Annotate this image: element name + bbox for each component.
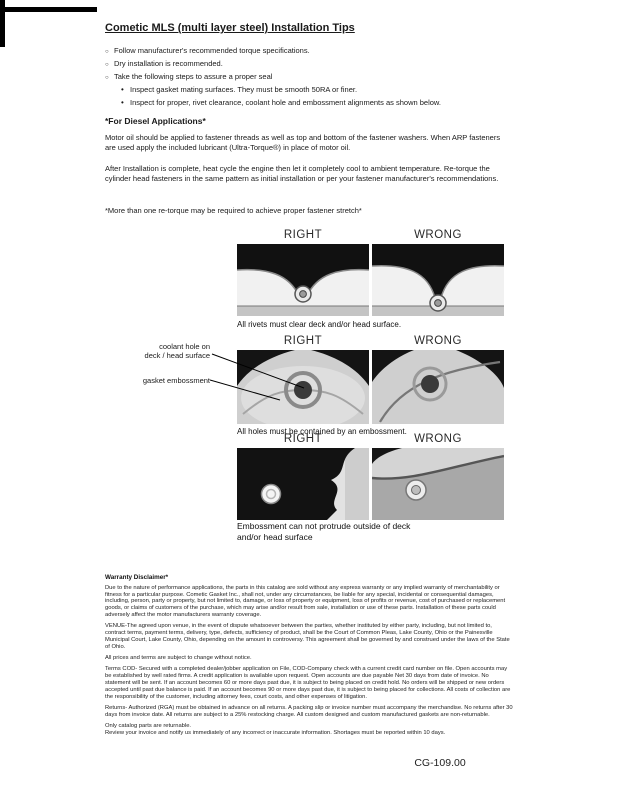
tip-text: Inspect for proper, rivet clearance, coolant hole and embossment alignments as shown below. bbox=[130, 97, 442, 107]
diesel-paragraph-1: Motor oil should be applied to fastener threads as well as top and bottom of the fastener washers. When ARP fasteners are used apply the included lubricant (Ultra-Torque®) in place of motor oil. bbox=[105, 133, 501, 152]
coolant-hole-label-line2: deck / head surface bbox=[144, 351, 210, 361]
list-item bbox=[105, 85, 535, 95]
dot-bullet-icon bbox=[121, 98, 130, 108]
gasket-embossment-label: gasket embossment bbox=[142, 376, 210, 385]
prices-paragraph: All prices and terms are subject to change without notice. bbox=[105, 655, 252, 662]
list-item bbox=[105, 98, 535, 108]
tip-text: Dry installation is recommended. bbox=[114, 59, 223, 68]
venue-paragraph: VENUE-The agreed upon venue, in the event of dispute whatsoever between the parties, whether instituted by either party, including, but not limited to, contract terms, payment terms, delivery, type, defects, sufficiency of product, shall be the Court of Common Pleas, Lake County, Ohio or the Painesville Municipal Court, Lake County, Ohio, depending on the amount in controversy. This agreement shall be governed by and construed under the laws of the State of Ohio. bbox=[105, 623, 510, 651]
circle-bullet-icon bbox=[105, 59, 114, 70]
list-item bbox=[105, 59, 535, 70]
tip-text: Take the following steps to assure a proper seal bbox=[114, 72, 273, 81]
circle-bullet-icon bbox=[105, 72, 114, 83]
embossment-wrong-diagram bbox=[372, 350, 504, 424]
embossment-right-diagram bbox=[237, 350, 369, 424]
list-item bbox=[105, 72, 535, 83]
rivet-wrong-diagram bbox=[372, 244, 504, 316]
rivet-right-diagram bbox=[237, 244, 369, 316]
protrusion-caption-line2: and/or head surface bbox=[237, 531, 313, 542]
terms-cod-paragraph: Terms COD- Secured with a completed dealer/jobber application on File, COD-Company check with a current credit card number on file. Open accounts may be established by well rated firms. A credit application is available upon request. Open accounts are due payable Net 30 days from date of invoice. No statement will be sent. If an account becomes 60 or more days past due, it is subject to being placed on credit hold. No orders will be shipped or new orders accepted until past due balance is paid. If an account becomes 90 or more days past due, it is subject to being placed for collections. All costs of collection are the responsibility of the customer, including attorney fees, court costs, and other expenses of litigation. bbox=[105, 666, 511, 700]
protrusion-caption bbox=[237, 521, 477, 542]
page-title: Cometic MLS (multi layer steel) Installation Tips bbox=[105, 22, 355, 34]
dot-bullet-icon bbox=[121, 85, 130, 95]
review-invoice-line: Review your invoice and notify us immediately of any incorrect or inaccurate information. Shortages must be reported within 10 days. bbox=[105, 729, 446, 736]
right-column-header: RIGHT bbox=[283, 335, 323, 347]
tip-text: Follow manufacturer's recommended torque specifications. bbox=[114, 46, 310, 55]
list-item bbox=[105, 46, 535, 57]
coolant-hole-label-line1: coolant hole on bbox=[159, 342, 210, 351]
wrong-column-header: WRONG bbox=[414, 229, 462, 241]
wrong-column-header: WRONG bbox=[414, 335, 462, 347]
rivet-caption: All rivets must clear deck and/or head surface. bbox=[237, 320, 402, 329]
circle-bullet-icon bbox=[105, 46, 114, 57]
right-column-header: RIGHT bbox=[283, 229, 323, 241]
diesel-paragraph-2: After Installation is complete, heat cycle the engine then let it completely cool to ambient temperature. Re-torque the cylinder head fasteners in the same pattern as initial installation or per your fastener manufacturer's recommendations. bbox=[105, 164, 499, 183]
catalog-returnable-line: Only catalog parts are returnable. bbox=[105, 722, 192, 729]
warranty-heading: Warranty Disclaimer* bbox=[105, 574, 169, 581]
coolant-hole-label bbox=[108, 342, 210, 361]
page-corner-mark-horizontal bbox=[0, 7, 97, 12]
retorque-note: *More than one re-torque may be required to achieve proper fastener stretch* bbox=[105, 206, 362, 215]
protrusion-right-diagram bbox=[237, 448, 369, 520]
returns-paragraph: Returns- Authorized (RGA) must be obtained in advance on all returns. A packing slip or invoice number must accompany the merchandise. No returns after 30 days from invoice date. All returns are subject to a 25% restocking charge. All custom designed and custom manufactured gaskets are non-returnable. bbox=[105, 704, 513, 718]
protrusion-caption-line1: Embossment can not protrude outside of deck bbox=[237, 521, 411, 531]
warranty-disclaimer bbox=[105, 574, 514, 737]
page-number-code: CG-109.00 bbox=[414, 757, 466, 769]
tip-text: Inspect gasket mating surfaces. They must be smooth 50RA or finer. bbox=[130, 85, 358, 94]
tips-list bbox=[105, 46, 535, 110]
protrusion-wrong-diagram bbox=[372, 448, 504, 520]
embossment-caption: All holes must be contained by an embossment. bbox=[237, 427, 407, 436]
page-corner-mark-vertical bbox=[0, 0, 5, 47]
right-column-header: RIGHT bbox=[283, 433, 323, 445]
warranty-paragraph: Due to the nature of performance applications, the parts in this catalog are sold without any express warranty or any implied warranty of merchantability or fitness for a particular purpose. Cometic Gasket Inc., shall not, under any circumstances, be liable for any special, incidental or consequential damages, including, person, party or property, but not limited to, damage, or loss of property or equipment, loss of profits or revenue, cost of purchased or replacement goods, or claims of customers of the purchase, which may arise and/or result from sale, installation or use of these parts. Installation of these parts could adversely affect the motor manufacturers warranty coverage. bbox=[105, 584, 506, 619]
diesel-applications-heading: *For Diesel Applications* bbox=[105, 116, 206, 126]
wrong-column-header: WRONG bbox=[414, 433, 462, 445]
